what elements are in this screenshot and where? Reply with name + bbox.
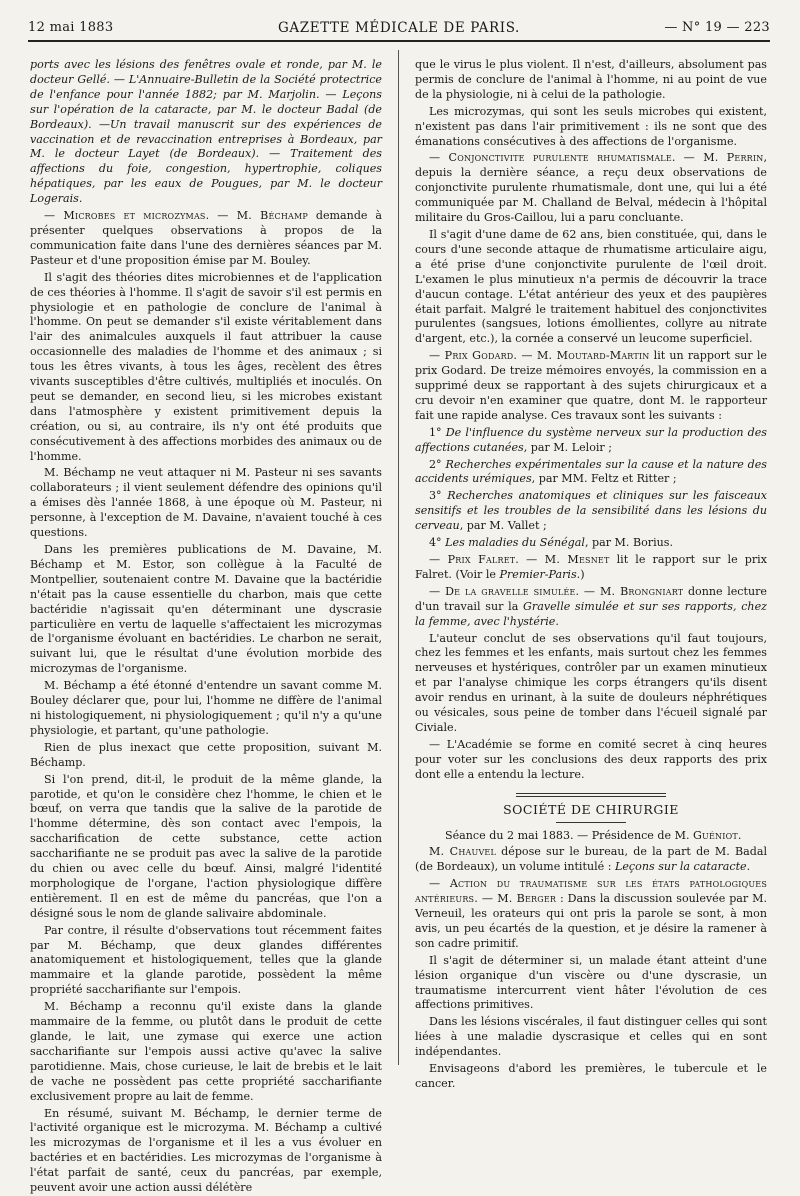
paragraph: que le virus le plus violent. Il n'est, d'ailleurs, absolument pas permis de conclure de l'animal à l'homme, ni au point de vue de la physiologie, ni à celui de la pathologie. <box>415 58 767 101</box>
paragraph: M. Béchamp a été étonné d'entendre un savant comme M. Bouley déclarer que, pour lui, l'homme ne diffère de l'animal ni histologiquement, ni physiologiquement ; qu'il n'y a qu'une physiologie, et partant, qu'une pathologie. <box>30 679 382 737</box>
article-heading: — Action du traumatisme sur les états pathologiques antérieurs. <box>415 877 767 906</box>
right-column <box>415 58 768 1090</box>
paragraph: Il s'agit d'une dame de 62 ans, bien constituée, qui, dans le cours d'une seconde attaque de rhumatisme articulaire aigu, a été prise d'une conjonctivite purulente de l'œil droit. L'examen le plus minutieux n'a permis de découvrir la trace d'aucun contage. L'état antérieur des yeux et des paupières était parfait. Malgré le traitement habituel des conjonctivites purulentes (sangsues, lotions émollientes, collyre au nitrate d'argent, etc.), la cornée a conservé un leucome superficiel. <box>415 227 767 346</box>
paragraph: Il s'agit des théories dites microbiennes et de l'application de ces théories à l'homme. Il s'agit de savoir s'il est permis en physiologie et en pathologie de conclure de l'animal à l'homme. On peut se demander s'il existe véritablement dans l'air des animalcules auxquels il faut attribuer la cause occasionnelle des maladies de l'homme et des animaux ; si tous les êtres vivants, à tous les âges, recèlent des êtres vivants susceptibles d'être cultivés, multipliés et inoculés. On peut se demander, en second lieu, si les microbes existant dans l'atmosphère y existent primitivement depuis la création, ou si, au contraire, ils n'y ont été produits que consécutivement à des affections morbides des animaux ou de l'homme. <box>30 270 382 463</box>
article-author: M. Chauvel <box>429 845 496 859</box>
list-item: 4° Les maladies du Sénégal, par M. Borius. <box>429 536 673 550</box>
paragraph: Les microzymas, qui sont les seuls microbes qui existent, n'existent pas dans l'air primitivement : ils ne sont que des émanations consécutives à des affections de l'organisme. <box>415 104 767 148</box>
left-column <box>30 58 383 1195</box>
paragraph: M. Béchamp ne veut attaquer ni M. Pasteur ni ses savants collaborateurs ; il vient seulement défendre des opinions qu'il a émises dès l'année 1868, à une époque où M. Pasteur, ni personne, à l'exception de M. Davaine, n'avaient touché à ces questions. <box>30 466 382 540</box>
paragraph: M. Chauvel dépose sur le bureau, de la part de M. Badal (de Bordeaux), un volume intitulé : Leçons sur la cataracte. <box>415 845 768 874</box>
article-heading: — De la gravelle simulée. <box>429 584 580 598</box>
section-separator <box>556 822 626 823</box>
header-date: 12 mai 1883 <box>28 20 114 35</box>
article-author: — M. Berger <box>481 892 557 906</box>
article-author: — M. Perrin <box>683 151 764 165</box>
paragraph: M. Béchamp a reconnu qu'il existe dans la glande mammaire de la femme, ou plutôt dans le produit de cette glande, le lait, une zymase qui exerce une action saccharifiante sur l'empois aussi active qu'avec la salive parotidienne. Mais, chose curieuse, le lait de brebis et le lait de vache ne possèdent pas cette propriété saccharifiante exclusivement propre au lait de femme. <box>30 1000 382 1103</box>
article-author: — M. Mesnet <box>526 553 610 566</box>
paragraph: En résumé, suivant M. Béchamp, le dernier terme de l'activité organique est le microzyma. M. Béchamp a cultivé les microzymas de l'organisme et il les a vus évoluer en bactéries et en bactéridies. Les microzymas de l'organisme à l'état parfait de santé, ceux du pancréas, par exemple, peuvent avoir une action aussi délétère <box>30 1106 382 1195</box>
article-author: — M. Béchamp <box>217 209 308 223</box>
column-divider <box>398 50 399 1065</box>
article-heading: — Prix Falret. <box>429 553 520 566</box>
list-item: 2° Recherches expérimentales sur la cause et la nature des accidents urémiques, par MM. Feltz et Ritter ; <box>415 457 767 486</box>
work-title: Recherches anatomiques et cliniques sur les faisceaux sensitifs et les troubles de la sensibilité dans les lésions du cerveau <box>415 489 768 533</box>
seance-line: Séance du 2 mai 1883. — Présidence de M. Guéniot. <box>445 828 742 842</box>
work-title: De l'influence du système nerveux sur la production des affections cutanées <box>415 425 767 454</box>
article-text: demande à présenter quelques observations à propos de la communication faite dans l'une des dernières séances par M. Pasteur et d'une proposition émise par M. Bouley. <box>30 209 383 267</box>
paragraph: Envisageons d'abord les premières, le tubercule et le cancer. <box>415 1062 767 1090</box>
header-title: GAZETTE MÉDICALE DE PARIS. <box>278 20 520 36</box>
president-name: Guéniot <box>693 828 738 842</box>
article-gravelle: — De la gravelle simulée. — M. Brongniart donne lecture d'un travail sur la Gravelle simulée et sur ses rapports, chez la femme, avec l'hystérie. <box>415 584 767 628</box>
list-item: 1° De l'influence du système nerveux sur la production des affections cutanées, par M. Leloir ; <box>415 425 767 454</box>
paragraph: Si l'on prend, dit-il, le produit de la même glande, la parotide, et qu'on le considère chez l'homme, le chien et le bœuf, on verra que tandis que la salive de la parotide de l'homme détermine, dès son contact avec l'empois, la saccharification de cette substance, cette action saccharifiante ne se produit pas avec la salive de la parotide du chien ou avec celle du bœuf. Ainsi, malgré l'identité morphologique de l'organe, l'action physiologique diffère entièrement. Il en est de même du pancréas, que l'on a désigné sous le nom de glande salivaire abdominale. <box>30 772 382 920</box>
article-author: — M. Moutard-Martin <box>521 349 650 363</box>
paragraph: Dans les lésions viscérales, il faut distinguer celles qui sont liées à une maladie dyscrasique et celles qui en sont indépendantes. <box>415 1015 767 1059</box>
article-conjonctivite <box>415 151 767 226</box>
article-heading: — Microbes et microzymas. <box>44 209 210 223</box>
paragraph: Par contre, il résulte d'observations tout récemment faites par M. Béchamp, que deux glandes différentes anatomiquement et histologiquement, telles que la glande mammaire et la glande parotide, possèdent la même propriété saccharifiante sur l'empois. <box>30 923 382 997</box>
page-header <box>28 12 770 38</box>
article-microbes <box>30 209 382 269</box>
work-title: Les maladies du Sénégal <box>445 536 585 550</box>
paragraph: L'auteur conclut de ses observations qu'il faut toujours, chez les femmes et les enfants, mais surtout chez les femmes nerveuses et hystériques, contrôler par un examen minutieux et par l'analyse chimique les corps étrangers qu'ils disent avoir rendus en urinant, à la suite de douleurs néphrétiques ou vésicales, sous peine de tomber dans l'écueil signalé par Civiale. <box>415 631 767 734</box>
article-text: , depuis la dernière séance, a reçu deux observations de conjonctivite purulente rhumatismale, dont une, qui lui a été communiquée par M. Challand de Belval, médecin à l'hôpital militaire du Gros-Caillou, lui a paru concluante. <box>415 151 767 225</box>
article-prix-falret: — Prix Falret. — M. Mesnet lit le rapport sur le prix Falret. (Voir le Premier-Paris.) <box>415 553 767 581</box>
paragraph: Dans les premières publications de M. Davaine, M. Béchamp et M. Estor, son collègue à la Faculté de Montpellier, soutenaient contre M. Davaine que la bactéridie n'était pas la cause essentielle du charbon, mais que cette bactéridie n'agissait qu'en déterminant une dyscrasie particulière en vertu de laquelle s'affectaient les microzymas de l'organisme évoluant en bactéridies. Le charbon ne serait, suivant lui, que le résultat d'une évolution morbide des microzymas de l'organisme. <box>30 543 382 676</box>
list-item: 3° Recherches anatomiques et cliniques sur les faisceaux sensitifs et les troubles de la sensibilité dans les lésions du cerveau, par M. Vallet ; <box>415 489 768 533</box>
header-rule <box>28 40 770 42</box>
article-author: — M. Brongniart <box>583 584 684 598</box>
header-issue: — N° 19 — 223 <box>664 20 770 35</box>
section-title: SOCIÉTÉ DE CHIRURGIE <box>503 801 679 817</box>
paragraph: Rien de plus inexact que cette proposition, suivant M. Béchamp. <box>30 740 382 769</box>
article-prix-godard <box>415 349 767 424</box>
article-heading: — Conjonctivite purulente rhumatismale. <box>429 151 676 165</box>
paragraph: Il s'agit de déterminer si, un malade étant atteint d'une lésion organique d'un viscère ou d'une dyscrasie, un traumatisme intercurrent vient hâter l'évolution de ces affections primitives. <box>415 953 767 1012</box>
correspondence-list: ports avec les lésions des fenêtres ovale et ronde, par M. le docteur Gellé. — L'Annuaire-Bulletin de la Société protectrice de l'enfance pour l'année 1882; par M. Marjolin. — Leçons sur l'opération de la cataracte, par M. le docteur Badal (de Bordeaux). —Un travail manuscrit sur des expériences de vaccination et de revaccination entreprises à Bordeaux, par M. le docteur Layet (de Bordeaux). — Traitement des affections du foie, congestion, hypertrophie, coliques hépatiques, par les eaux de Pougues, par M. le docteur Logerais. <box>30 58 382 206</box>
article-heading: — Prix Godard. <box>429 349 518 363</box>
article-traumatisme: — Action du traumatisme sur les états pathologiques antérieurs. — M. Berger : Dans la discussion soulevée par M. Verneuil, les orateurs qui ont pris la parole se sont, à mon avis, un peu écartés de la question, et je désire la ramener à son cadre primitif. <box>415 877 768 950</box>
article-text: lit un rapport sur le prix Godard. De treize mémoires envoyés, la commission en a supprimé deux se rapportant à des sujets chirurgicaux et a cru devoir n'en examiner que quatre, dont M. le rapporteur fait une rapide analyse. Ces travaux sont les suivants : <box>415 349 767 422</box>
paragraph: — L'Académie se forme en comité secret à cinq heures pour voter sur les conclusions des deux rapports des prix dont elle a entendu la lecture. <box>415 737 767 781</box>
section-separator <box>516 793 666 797</box>
work-title: Recherches expérimentales sur la cause et la nature des accidents urémiques <box>415 457 767 486</box>
